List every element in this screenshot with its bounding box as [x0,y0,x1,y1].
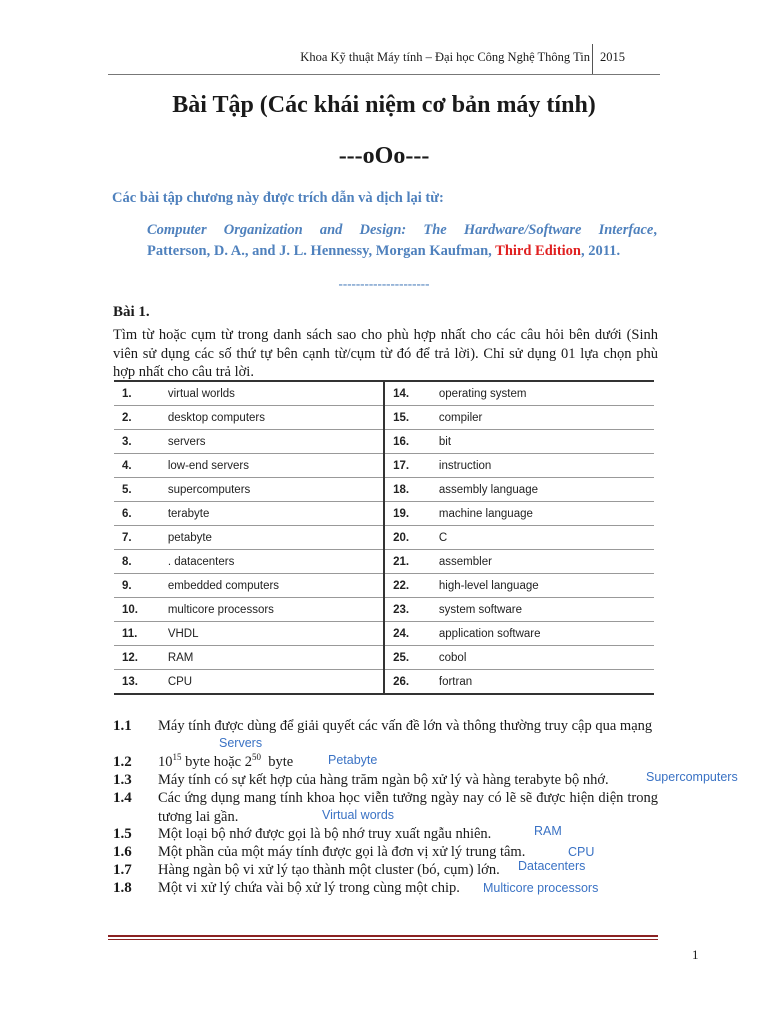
answer-1-8: Multicore processors [483,881,599,895]
term-number: 5. [114,478,166,502]
page-title: Bài Tập (Các khái niệm cơ bản máy tính) [172,92,596,118]
citation-word: Interface, [598,222,657,238]
question-number: 1.4 [113,790,132,806]
term-number: 26. [384,670,437,695]
question-number: 1.8 [113,880,132,896]
term-label: virtual worlds [166,381,384,406]
term-number: 9. [114,574,166,598]
term-label: instruction [437,454,654,478]
table-row [114,646,654,670]
term-number: 22. [384,574,437,598]
term-number: 10. [114,598,166,622]
question-number: 1.5 [113,826,132,842]
term-number: 14. [384,381,437,406]
question-text: $10^{15}$ byte hoặc $2^{50}$ byte [158,752,294,770]
term-number: 11. [114,622,166,646]
term-number: 8. [114,550,166,574]
question-number: 1.3 [113,772,132,788]
answer-1-6: CPU [568,845,595,859]
term-label: low-end servers [166,454,384,478]
term-number: 19. [384,502,437,526]
term-number: 1. [114,381,166,406]
term-label: machine language [437,502,654,526]
answer-1-5: RAM [534,824,562,838]
header-rule [108,74,660,75]
term-label: CPU [166,670,384,695]
table-row [114,622,654,646]
term-label: supercomputers [166,478,384,502]
citation-edition: Third Edition [495,243,581,259]
term-number: 24. [384,622,437,646]
citation-authors: Patterson, D. A., and J. L. Hennessy, Morgan Kaufman, Third Edition, 2011. [147,243,621,259]
table-row [114,574,654,598]
table-row [114,454,654,478]
header-separator [592,44,593,74]
footer-rule-thin [108,939,658,940]
term-number: 2. [114,406,166,430]
term-number: 7. [114,526,166,550]
question-text: Máy tính được dùng để giải quyết các vấn đề lớn và thông thường truy cập qua mạng [158,718,653,734]
citation [147,220,657,262]
question-text: Một phần của một máy tính được gọi là đơn vị xử lý trung tâm. [158,844,526,860]
header-year: 2015 [600,50,625,64]
table-row [114,526,654,550]
term-label: embedded computers [166,574,384,598]
question-number: 1.7 [113,862,132,878]
citation-word: Hardware/Software [463,222,582,238]
term-number: 6. [114,502,166,526]
question-number: 1.2 [113,754,132,770]
table-row [114,430,654,454]
term-label: VHDL [166,622,384,646]
question-number: 1.6 [113,844,132,860]
exercise-description: Tìm từ hoặc cụm từ trong danh sách sao cho phù hợp nhất cho các câu hỏi bên dưới (Sinh viên sử dụng các số thứ tự bên cạnh từ/cụm từ đó để trả lời). Chỉ sử dụng 01 lựa chọn phù hợp nhất cho câu trả lời. [113,327,658,380]
table-row [114,502,654,526]
term-number: 12. [114,646,166,670]
term-label: fortran [437,670,654,695]
answer-1-2: Petabyte [328,753,378,767]
table-row [114,478,654,502]
citation-word: Design: [359,222,407,238]
citation-book-title [147,220,657,241]
intro-text: Các bài tập chương này được trích dẫn và dịch lại từ: [112,190,444,206]
term-number: 16. [384,430,437,454]
table-row [114,406,654,430]
answer-1-7: Datacenters [518,859,586,873]
term-label: bit [437,430,654,454]
term-label: application software [437,622,654,646]
table-row [114,670,654,695]
term-number: 13. [114,670,166,695]
term-number: 15. [384,406,437,430]
term-label: compiler [437,406,654,430]
page-number: 1 [692,947,699,962]
term-number: 3. [114,430,166,454]
header-text: Khoa Kỹ thuật Máy tính – Đại học Công Nghệ Thông Tin [300,50,590,64]
term-label: multicore processors [166,598,384,622]
term-label: assembly language [437,478,654,502]
answer-1-1: Servers [219,736,263,750]
table-row [114,598,654,622]
term-number: 4. [114,454,166,478]
citation-word: The [423,222,447,238]
term-label: C [437,526,654,550]
table-row [114,550,654,574]
term-label: cobol [437,646,654,670]
term-label: . datacenters [166,550,384,574]
answer-1-4: Virtual words [322,808,395,822]
citation-word: and [319,222,343,238]
term-number: 20. [384,526,437,550]
term-number: 23. [384,598,437,622]
question-text: Hàng ngàn bộ vi xử lý tạo thành một cluster (bó, cụm) lớn. [158,862,500,878]
question-text: Các ứng dụng mang tính khoa học viễn tưởng ngày nay có lẽ sẽ được hiện diện trong tương lai gần. [158,790,658,825]
question-text: Máy tính có sự kết hợp của hàng trăm ngàn bộ xử lý và hàng terabyte bộ nhớ. [158,772,609,788]
page-subtitle: ---oOo--- [338,143,430,169]
terms-table [114,380,654,695]
term-number: 25. [384,646,437,670]
table-row [114,381,654,406]
term-label: desktop computers [166,406,384,430]
term-label: high-level language [437,574,654,598]
term-number: 21. [384,550,437,574]
question-number: 1.1 [113,718,132,734]
answer-1-3: Supercomputers [646,770,738,784]
exercise-title: Bài 1. [113,304,150,320]
term-label: operating system [437,381,654,406]
question-text: Một vi xử lý chứa vài bộ xử lý trong cùng một chip. [158,880,460,896]
term-label: petabyte [166,526,384,550]
term-label: system software [437,598,654,622]
question-text: Một loại bộ nhớ được gọi là bộ nhớ truy xuất ngẫu nhiên. [158,826,492,842]
term-label: assembler [437,550,654,574]
term-number: 18. [384,478,437,502]
term-number: 17. [384,454,437,478]
citation-word: Organization [223,222,303,238]
footer-rule [108,935,658,937]
citation-word: Computer [147,222,207,238]
divider-dashes: --------------------- [338,276,430,291]
term-label: RAM [166,646,384,670]
term-label: terabyte [166,502,384,526]
term-label: servers [166,430,384,454]
